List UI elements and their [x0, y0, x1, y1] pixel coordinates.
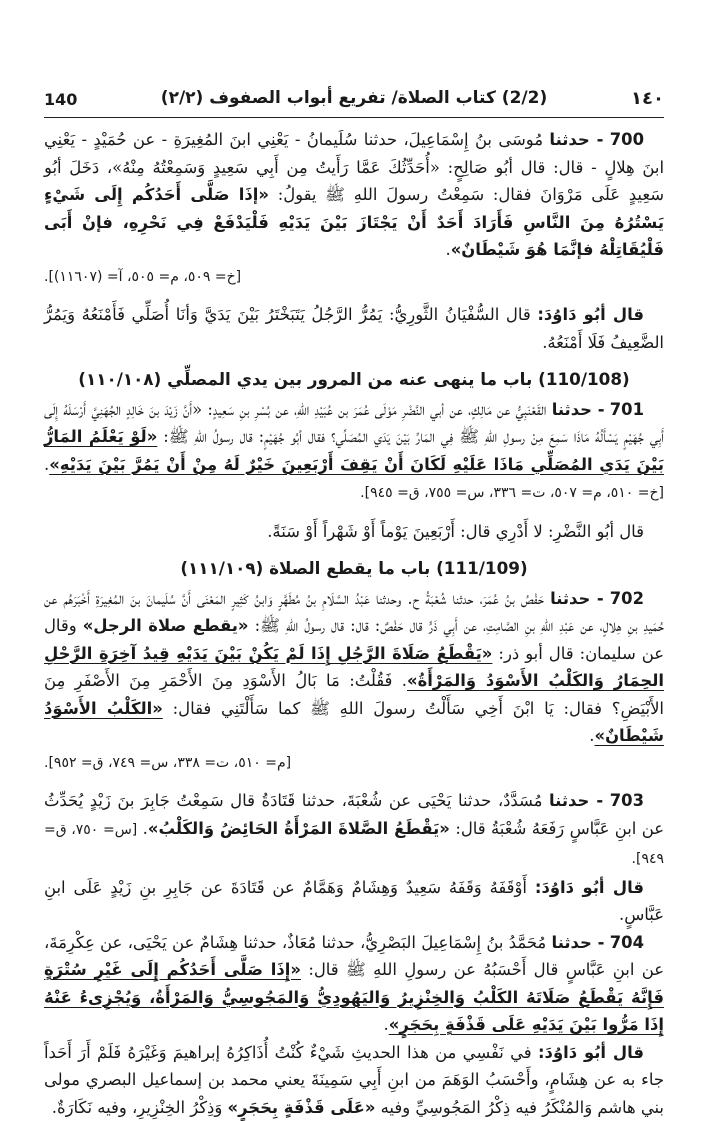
- hadith-matn-2: «يَقْطَعُ صَلَاةَ الرَّجُلِ إِذَا لَمْ يَكُنْ بَيْنَ يَدَيْهِ قِيدُ آخِرَةِ الرَّحْلِ الحِمَارُ وَالكَلْبُ الأَسْوَدُ وَالمَرْأَةُ»: [44, 644, 664, 691]
- hadith-matn-1: «يقطع صلاة الرجل»: [83, 616, 249, 635]
- comment-label: قال أبُو دَاوُدَ:: [537, 305, 644, 324]
- hadith-label: - حدثنا: [552, 933, 605, 952]
- comment-label: قال أبُو دَاوُدَ:: [538, 1043, 644, 1062]
- hadith-reference: [خ= ٥١٠، م= ٥٠٧، ت= ٣٣٦، س= ٧٥٥، ق= ٩٤٥].: [360, 485, 664, 501]
- hadith-704: 704 - حدثنا مُحَمَّدُ بنُ إِسْمَاعِيلَ البَصْرِيُّ، حدثنا مُعَاذٌ، حدثنا هِشَامٌ عن يَحْيَى، عن عِكْرِمَةَ، عن ابنِ عَبَّاسٍ قال أَحْسَبُهُ عن رسولِ اللهِ ﷺ قال: «إِذَا صَلَّى أَحَدُكُم إِلَى غَيْرِ سُتْرَةٍ فَإِنَّهُ يَقْطَعُ صَلَاتَهُ الكَلْبُ وَالخِنْزِيرُ وَاليَهُودِيُّ وَالمَجُوسِيُّ وَالمَرْأَةُ، وَيُجْزِىءُ عَنْهُ إِذَا مَرُّوا بَيْنَ يَدَيْهِ عَلَى قَذْفَةٍ بِحَجَرٍ».: [44, 929, 664, 1039]
- hadith-number: 700: [610, 130, 644, 149]
- comment-label: قال أبُو دَاوُدَ:: [535, 878, 644, 897]
- hadith-703: 703 - حدثنا مُسَدَّدٌ، حدثنا يَحْيَى عن شُعْبَةَ، حدثنا قَتَادَةُ قال سَمِعْتُ جَابِرَ بنَ زَيْدٍ يُحَدِّثُ عن ابنِ عَبَّاسٍ رَفَعَهُ شُعْبَةُ قال: «يَقْطَعُ الصَّلاةَ المَرْأَةُ الحَائِضُ وَالكَلْبُ». [س= ٧٥٠، ق= ٩٤٩].: [44, 787, 664, 874]
- abu-dawud-comment-3: [44, 1039, 664, 1121]
- hadith-isnad: حَفْصُ بنُ عُمَرَ، حدثنا شُعْبَةُ ح. وحدثنا عَبْدُ السَّلَامِ بنُ مُطَهَّرٍ وَابنُ كَثِيرٍ المَعْنَى أَنَّ سُلَيمانَ بنَ المُغِيرَةِ أَخْبَرَهُم عن حُمَيدِ بنِ هِلالٍ، عن عَبْدِ اللهِ بنِ الصَّامِتِ، عن أَبِي ذَرٍّ قال حَفْصٌ: قال: قال رسولُ اللهِ ﷺ:: [44, 589, 664, 636]
- hadith-isnad: مُحَمَّدُ بنُ إِسْمَاعِيلَ البَصْرِيُّ، حدثنا مُعَاذٌ، حدثنا هِشَامٌ عن يَحْيَى، عن عِكْرِمَةَ، عن ابنِ عَبَّاسٍ قال أَحْسَبُهُ عن رسولِ اللهِ ﷺ قال:: [44, 933, 664, 980]
- comment-text-2: وَذِكْرُ الخِنْزِيرِ، وفيه نَكَارَةٌ.: [52, 1098, 223, 1117]
- hadith-label: - حدثنا: [549, 130, 603, 149]
- hadith-701: 701 - حدثنا القَعْنَبِيُّ عن مَالِكٍ، عن أبي النَّضْرِ مَوْلَى عُمَرَ بن عُبَيْدِ اللهِ، عن بُسْرِ بنِ سَعِيدٍ: «أَنَّ زَيْدَ بنَ خَالِدٍ الجُهَنِيَّ أَرْسَلَهُ إِلَى أَبِي جُهَيْمٍ يَسْأَلُهُ مَاذَا سَمِعَ مِنْ رسولِ اللهِ ﷺ فِي المَارِّ بَيْنَ يَدَي المُصَلِّي؟ فقال أبُو جُهَيْمٍ: قال رسولُ اللهِ ﷺ: «لَوْ يَعْلَمُ المَارُّ بَيْنَ يَدَي المُصَلِّي مَاذَا عَلَيْهِ لَكَانَ أَنْ يَقِفَ أَرْبَعِينَ خَيْرٌ لَهُ مِنْ أَنْ يَمُرَّ بَيْنَ يَدَيْهِ». [خ= ٥١٠، م= ٥٠٧، ت= ٣٣٦، س= ٧٥٥، ق= ٩٤٥].: [44, 396, 664, 508]
- hadith-number: 704: [610, 933, 644, 952]
- hadith-number: 701: [610, 400, 644, 419]
- header-rule: [44, 117, 664, 118]
- hadith-tail: فَقُلْتُ: مَا بَالُ الأَسْوَدِ مِنَ الأَحْمَرِ مِنَ الأَصْفَرِ مِنَ الأَبْيَضِ؟ فقال: يَا ابْنَ أَخِي سَأَلْتُ رسولَ اللهِ ﷺ كما سَأَلْتَنِي فقال:: [44, 671, 664, 718]
- hadith-matn-3: «الكَلْبُ الأَسْوَدُ شَيْطَانٌ»: [44, 699, 664, 746]
- comment-text: قال السُّفْيَانُ الثَّورِيُّ: يَمُرُّ الرَّجُلُ يَتَبَخْتَرُ بَيْنَ يَدَيَّ وَأنَا أُصَلِّي فَأَمْنَعُهُ وَيَمُرُّ الضَّعِيفُ فَلَا أَمْنَعُهُ.: [44, 305, 664, 352]
- hadith-isnad: مُوسَى بنُ إِسْمَاعِيلَ، حدثنا سُلَيمانُ - يَعْنِي ابنَ المُغِيرَةِ - عن حُمَيْدٍ - يَعْنِي ابنَ هِلالٍ - قال: قال أبُو صَالِحٍ: «أُحَدِّثُكَ عَمَّا رَأَيتُ مِن أَبِي سَعِيدٍ وَسَمِعْتُهُ مِنْهُ»، دَخَلَ أبُو سَعِيدٍ عَلَى مَرْوَانَ فقال: سَمِعْتُ رسولَ اللهِ ﷺ يقولُ:: [44, 130, 664, 204]
- abu-dawud-comment-1: [44, 301, 664, 356]
- hadith-matn: «إذَا صَلَّى أَحَدُكُم إِلَى شَيْءٍ يَسْتُرُهُ مِنَ النَّاسِ فَأَرَادَ أَحَدٌ أَنْ يَجْتَازَ بَيْنَ يَدَيْهِ فَلْيَدْفَعْ فِي نَحْرِهِ، فإنْ أَبَى فَلْيُقَاتِلْهُ فإنَّمَا هُوَ شَيْطَانٌ»: [44, 185, 664, 259]
- comment-text: قال أبُو النَّضْرِ: لا أَدْرِي قال: أَرْبَعِينَ يَوْماً أَوْ شَهْراً أَوْ سَنَةً.: [267, 522, 644, 541]
- hadith-matn: «إِذَا صَلَّى أَحَدُكُم إِلَى غَيْرِ سُتْرَةٍ فَإِنَّهُ يَقْطَعُ صَلَاتَهُ الكَلْبُ وَالخِنْزِيرُ وَاليَهُودِيُّ وَالمَجُوسِيُّ وَالمَرْأَةُ، وَيُجْزِىءُ عَنْهُ إِذَا مَرُّوا بَيْنَ يَدَيْهِ عَلَى قَذْفَةٍ بِحَجَرٍ»: [44, 960, 664, 1034]
- comment-matn: «عَلَى قَذْفَةٍ بِحَجَرٍ»: [228, 1098, 376, 1117]
- hadith-isnad: مُسَدَّدٌ، حدثنا يَحْيَى عن شُعْبَةَ، حدثنا قَتَادَةُ قال سَمِعْتُ جَابِرَ بنَ زَيْدٍ يُحَدِّثُ عن ابنِ عَبَّاسٍ رَفَعَهُ شُعْبَةُ قال:: [44, 791, 664, 838]
- page-number-latin: 140: [44, 90, 77, 109]
- hadith-matn: «يَقْطَعُ الصَّلاةَ المَرْأَةُ الحَائِضُ وَالكَلْبُ»: [148, 819, 450, 838]
- hadith-number: 703: [610, 791, 644, 810]
- hadith-702: 702 - حدثنا حَفْصُ بنُ عُمَرَ، حدثنا شُعْبَةُ ح. وحدثنا عَبْدُ السَّلَامِ بنُ مُطَهَّرٍ وَابنُ كَثِيرٍ المَعْنَى أَنَّ سُلَيمانَ بنَ المُغِيرَةِ أَخْبَرَهُم عن حُمَيدِ بنِ هِلالٍ، عن عَبْدِ اللهِ بنِ الصَّامِتِ، عن أَبِي ذَرٍّ قال حَفْصٌ: قال: قال رسولُ اللهِ ﷺ: «يقطع صلاة الرجل» وقال عن سليمان: قال أبو ذر: «يَقْطَعُ صَلَاةَ الرَّجُلِ إِذَا لَمْ يَكُنْ بَيْنَ يَدَيْهِ قِيدُ آخِرَةِ الرَّحْلِ الحِمَارُ وَالكَلْبُ الأَسْوَدُ وَالمَرْأَةُ». فَقُلْتُ: مَا بَالُ الأَسْوَدِ مِنَ الأَحْمَرِ مِنَ الأَصْفَرِ مِنَ الأَبْيَضِ؟ فقال: يَا ابْنَ أَخِي سَأَلْتُ رسولَ اللهِ ﷺ كما سَأَلْتَنِي فقال: «الكَلْبُ الأَسْوَدُ شَيْطَانٌ».: [44, 585, 664, 750]
- hadith-label: - حدثنا: [549, 791, 603, 810]
- abu-nadr-comment: [44, 518, 664, 546]
- hadith-reference: [م= ٥١٠، ت= ٣٣٨، س= ٧٤٩، ق= ٩٥٢].: [44, 750, 664, 778]
- hadith-700: 700 - حدثنا مُوسَى بنُ إِسْمَاعِيلَ، حدثنا سُلَيمانُ - يَعْنِي ابنَ المُغِيرَةِ - عن حُمَيْدٍ - يَعْنِي ابنَ هِلالٍ - قال: قال أبُو صَالِحٍ: «أُحَدِّثُكَ عَمَّا رَأَيتُ مِن أَبِي سَعِيدٍ وَسَمِعْتُهُ مِنْهُ»، دَخَلَ أبُو سَعِيدٍ عَلَى مَرْوَانَ فقال: سَمِعْتُ رسولَ اللهِ ﷺ يقولُ: «إذَا صَلَّى أَحَدُكُم إِلَى شَيْءٍ يَسْتُرُهُ مِنَ النَّاسِ فَأَرَادَ أَحَدٌ أَنْ يَجْتَازَ بَيْنَ يَدَيْهِ فَلْيَدْفَعْ فِي نَحْرِهِ، فإنْ أَبَى فَلْيُقَاتِلْهُ فإنَّمَا هُوَ شَيْطَانٌ».: [44, 126, 664, 264]
- hadith-label: - حدثنا: [550, 589, 604, 608]
- chapter-heading-108: (110/108) باب ما ينهى عنه من المرور بين يدي المصلِّي (١١٠/١٠٨): [44, 366, 664, 394]
- comment-text-1: في نَفْسِي من هذا الحديثِ شَيْءٌ كُنْتُ أُذَاكِرُهُ إبراهيمَ وَغَيْرَهُ فَلَمْ أَرَ أَحَداً جاء به عن هِشَامٍ، وأَحْسَبُ الوَهَمَ من ابنِ أَبِي سَمِينَةَ يعني محمد بن إسماعيل البصري مولى بني هاشم وَالمُنْكَرُ فيه ذِكْرُ المَجُوسِيِّ وفيه: [44, 1043, 664, 1117]
- hadith-reference: [س= ٧٥٠، ق= ٩٤٩].: [44, 822, 664, 868]
- page-body: [44, 126, 664, 1071]
- hadith-label: - حدثنا: [552, 400, 605, 419]
- comment-text: أَوْقَفَهُ وَقَفَهُ سَعِيدٌ وَهِشَامٌ وَهَمَّامٌ عن قَتَادَةَ عن جَابِرِ بنِ زَيْدٍ عَلَى ابنِ عَبَّاسٍ.: [44, 878, 664, 925]
- hadith-isnad: القَعْنَبِيُّ عن مَالِكٍ، عن أبي النَّضْرِ مَوْلَى عُمَرَ بن عُبَيْدِ اللهِ، عن بُسْرِ بنِ سَعِيدٍ: «أَنَّ زَيْدَ بنَ خَالِدٍ الجُهَنِيَّ أَرْسَلَهُ إِلَى أَبِي جُهَيْمٍ يَسْأَلُهُ مَاذَا سَمِعَ مِنْ رسولِ اللهِ ﷺ فِي المَارِّ بَيْنَ يَدَي المُصَلِّي؟ فقال أبُو جُهَيْمٍ: قال رسولُ اللهِ ﷺ:: [44, 400, 664, 447]
- hadith-matn: «لَوْ يَعْلَمُ المَارُّ بَيْنَ يَدَي المُصَلِّي مَاذَا عَلَيْهِ لَكَانَ أَنْ يَقِفَ أَرْبَعِينَ خَيْرٌ لَهُ مِنْ أَنْ يَمُرَّ بَيْنَ يَدَيْهِ»: [44, 427, 664, 474]
- running-title: (2/2) كتاب الصلاة/ تفريع أبواب الصفوف (٢/٢): [44, 88, 664, 108]
- abu-dawud-comment-2: [44, 874, 664, 929]
- page-number-arabic: ١٤٠: [631, 88, 664, 109]
- hadith-mid: وقال عن سليمان: قال أبو ذر:: [44, 616, 664, 663]
- page-header: [44, 88, 664, 114]
- hadith-reference: [خ= ٥٠٩، م= ٥٠٥، آ= (١١٦٠٧)].: [44, 264, 664, 292]
- hadith-number: 702: [610, 589, 644, 608]
- chapter-heading-109: (111/109) باب ما يقطع الصلاة (١١١/١٠٩): [44, 555, 664, 583]
